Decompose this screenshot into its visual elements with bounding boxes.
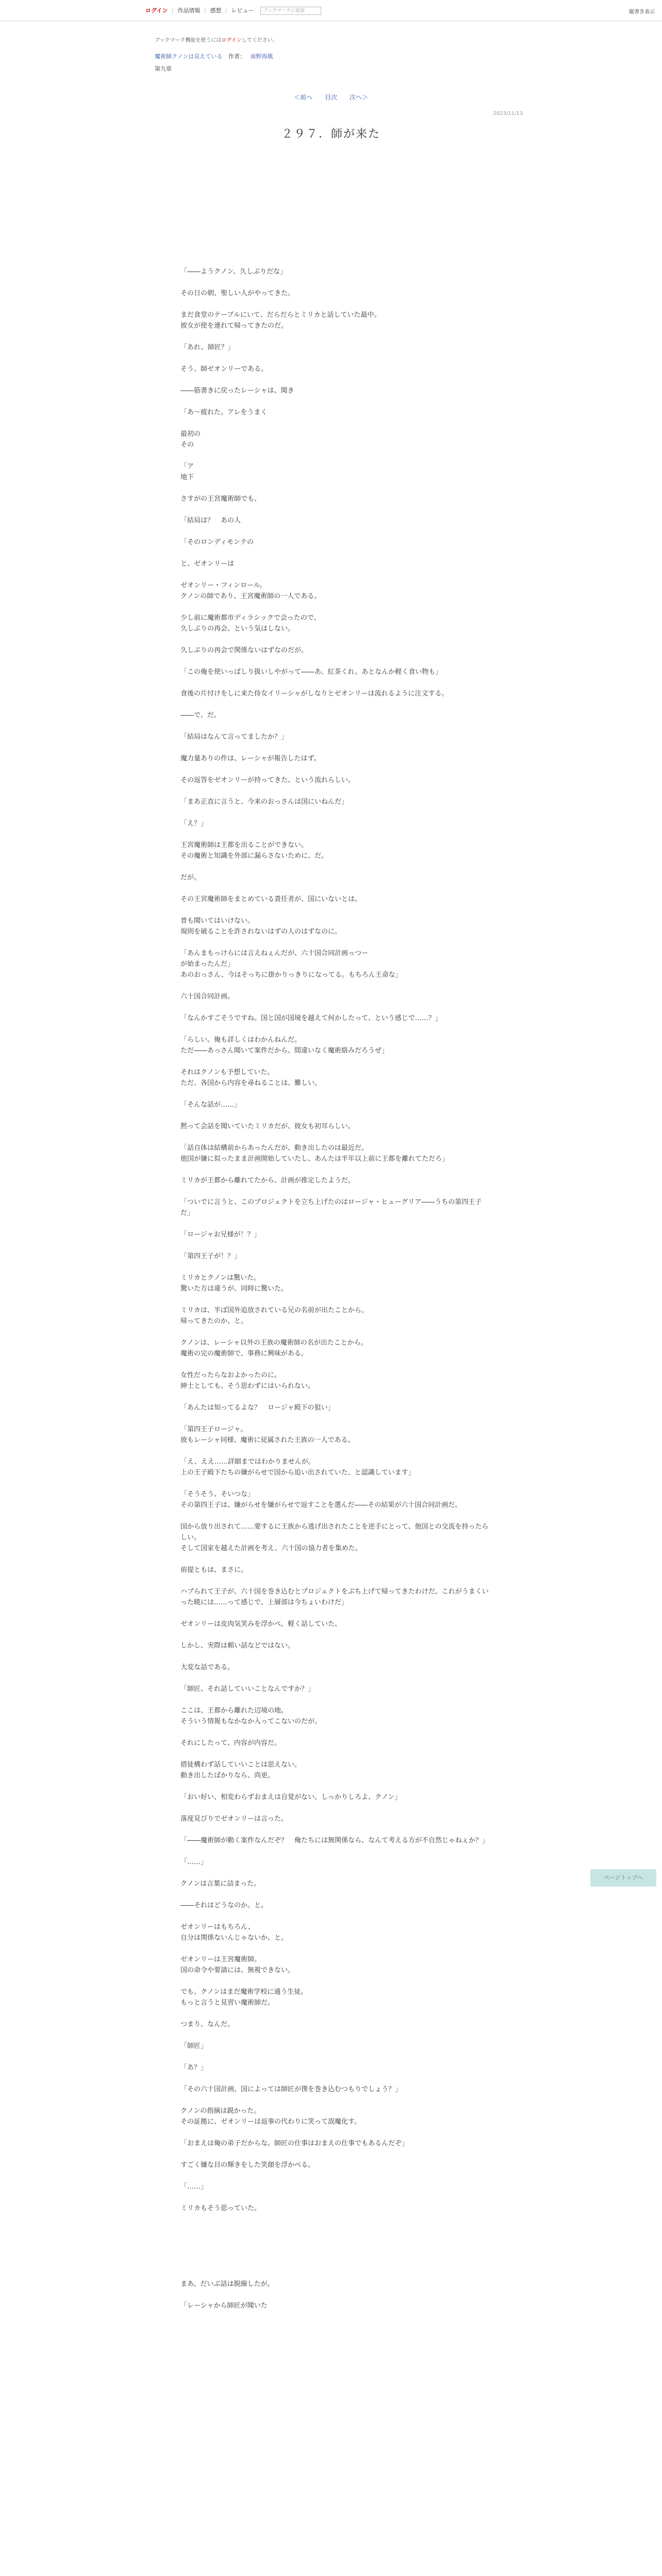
body-line: [180, 699, 490, 710]
body-line: [180, 980, 490, 991]
body-line: [180, 353, 490, 364]
body-line: 久しぶりの再会、という気はしない。: [180, 625, 295, 633]
body-line: その日の朝、聖しい人がやってきた。: [180, 290, 295, 297]
body-line: 「そのロンディモンテの: [180, 538, 254, 546]
body-line: [180, 2030, 490, 2041]
body-line: [180, 1630, 490, 1640]
body-line: [180, 1294, 490, 1305]
body-line: [180, 331, 490, 342]
body-line: 驚いた方は違うが、同時に驚いた。: [180, 1285, 288, 1293]
body-line: 「――魔術師が動く案件なんだぞ？ 俺たちには無関係なら、なんて考える方が不自然じゃねぇか？」: [180, 1837, 489, 1844]
body-line: [180, 1911, 490, 1922]
body-line: [180, 1240, 490, 1251]
body-line: 「なんかすごそうですね。国と国が国境を越えて何かしたって、という感じで……？」: [180, 1014, 442, 1022]
nav-work-info-link[interactable]: 作品情報: [173, 8, 205, 14]
body-line: クノンの師であり、王宮魔術師の一人である。: [180, 592, 321, 600]
publish-date: 2023/11/13: [493, 111, 523, 116]
body-line: [180, 1186, 490, 1197]
body-line: ――筋書きに戻ったレーシャは、聞き: [180, 387, 294, 395]
body-line: 普も聞いてはいけない。: [180, 917, 255, 925]
body-line: 王宮魔術師は王都を出ることができない。: [180, 841, 308, 849]
body-line: ミリカとクノンは驚いた。: [180, 1274, 261, 1282]
body-line: [180, 1608, 490, 1619]
author-name-link[interactable]: 南野海風: [250, 53, 273, 60]
body-line: つまり、なんだ。: [180, 2021, 235, 2028]
body-line: そう、師ゼオンリーである。: [180, 365, 268, 373]
body-line: が始まったんだ」: [180, 960, 235, 968]
body-line: 女性だったらなおよかったのに。: [180, 1371, 282, 1379]
body-line: 「ついでに言うと、このプロジェクトを立ち上げたのはロージャ・ヒューグリア――うちの第四王子だ」: [180, 1198, 482, 1217]
body-line: ここは、王都から離れた辺境の地。: [180, 1707, 288, 1715]
body-line: ゼオンリーは王宮魔術師。: [180, 1956, 261, 1963]
bookmark-login-notice: [155, 36, 278, 43]
body-line: 落度見びりでゼオンリーは言った。: [180, 1815, 288, 1823]
body-line: と、ゼオンリーは: [180, 560, 235, 568]
body-line: 久しぶりの再会で関係ないはずなのだが。: [180, 647, 308, 654]
body-line: [180, 1132, 490, 1143]
body-line: [180, 1727, 490, 1738]
top-pager: [0, 93, 662, 101]
body-line: [180, 1262, 490, 1273]
body-line: [180, 1002, 490, 1013]
body-line: [180, 1651, 490, 1662]
body-line: 「らしい。俺も詳しくはわかんねんだ。: [180, 1036, 302, 1044]
body-line: 「おい好い、相変わらずおまえは自覚がない。しっかりしろよ、クノン」: [180, 1793, 402, 1801]
body-line: ゼオンリーはもちろん、: [180, 1923, 255, 1931]
body-line: 紳士としても、そう思わずにはいられない。: [180, 1382, 315, 1390]
body-line: [180, 656, 490, 667]
chapter-number: 第九章: [155, 65, 172, 72]
body-line: [180, 1673, 490, 1684]
body-line: 「……」: [180, 1858, 208, 1866]
body-line: [180, 2268, 490, 2279]
body-line: 「え？」: [180, 820, 208, 827]
body-line: ハプられて王子が、六十国を巻き込むとプロジェクトをぶち上げて帰ってきたわけだ。これがうまくいった暁には……って感じで、上層部は今ちょいわけだ」: [180, 1588, 489, 1606]
body-line: 「――ようクノン、久しぶりだな」: [180, 268, 287, 276]
body-line: [180, 2052, 490, 2062]
body-line: 「師匠、それ話していいことなんですか？」: [180, 1685, 315, 1693]
body-line: [180, 1478, 490, 1489]
body-line: 「結局は？ あの人: [180, 517, 241, 524]
body-line: [180, 223, 490, 234]
body-line: [180, 721, 490, 732]
body-line: [180, 2235, 490, 2246]
body-line: ゼオンリー・フィンロール。: [180, 582, 267, 589]
body-line: 「あ～疲れた。アレをうまく: [180, 409, 268, 416]
notice-text-before: ブックマーク機能を使うには: [155, 38, 222, 43]
body-line: ――で、だ。: [180, 711, 221, 719]
body-line: [180, 1943, 490, 1954]
body-line: ゼオンリーは皮肉気笑みを浮かべ、軽く話していた。: [180, 1620, 342, 1628]
body-line: だが。: [180, 874, 201, 882]
page-top-button[interactable]: ページトップへ: [590, 1869, 656, 1887]
body-line: [180, 1749, 490, 1759]
body-line: 他国が嫌に似ったまま計画開始していたし、あんたは半年以上前に王都を離れてただろ」: [180, 1155, 449, 1163]
body-line: ミリカが王都から離れてたから、計画が推定したようだ。: [180, 1177, 355, 1184]
body-line: [180, 1824, 490, 1835]
body-line: 「師匠」: [180, 2042, 208, 2050]
body-line: [180, 2171, 490, 2181]
body-line: [180, 1089, 490, 1099]
body-line: [180, 1803, 490, 1814]
body-line: それはクノンも予想していた。: [180, 1069, 274, 1076]
body-line: ただ、各国から内容を尋ねることは、難しい。: [180, 1079, 322, 1087]
body-line: [180, 742, 490, 753]
body-line: [180, 234, 490, 245]
body-line: 前提ともは、まさに。: [180, 1566, 248, 1574]
body-line: すごく嫌な目の輝きをした笑顔を浮かべる。: [180, 2161, 315, 2169]
body-line: 「あれ、師匠？」: [180, 344, 235, 351]
notice-login-link[interactable]: ログイン: [221, 38, 242, 43]
body-line: あのおっさん、今はそっちに掛かりっきりになってる。もちろん王命な」: [180, 971, 402, 979]
notice-text-after: してください。: [241, 38, 278, 43]
body-line: まだ食堂のテーブルにいて、だらだらとミリカと話していた最中。: [180, 311, 381, 319]
body-line: 「まあ正直に言うと、今来のおっさんは国にいねんだ」: [180, 798, 349, 806]
body-line: しかし、実際は頼い話などではない。: [180, 1642, 295, 1650]
body-line: [180, 299, 490, 310]
body-line: [180, 418, 490, 429]
body-line: [180, 504, 490, 515]
nav-login-link[interactable]: ログイン: [145, 8, 173, 14]
body-line: [180, 2149, 490, 2160]
body-line: 「そんな話が……」: [180, 1101, 241, 1109]
body-line: [180, 1413, 490, 1424]
body-line: 魔術の完の魔術師で、事務に興味がある。: [180, 1350, 308, 1358]
body-line: 「結局はなんて言ってましたか？」: [180, 733, 288, 741]
body-line: [180, 2246, 490, 2257]
body-line: [180, 2073, 490, 2084]
body-line: クノンは言葉に詰まった。: [180, 1880, 261, 1888]
body-line: [180, 396, 490, 407]
body-line: クノンは、レーシャ以外の王族の魔術師の名が出たことから。: [180, 1339, 368, 1347]
vertical-writing-link[interactable]: 縦書き表示: [629, 9, 655, 15]
body-line: [180, 937, 490, 948]
body-line: 六十国合同計画。: [180, 993, 235, 1001]
body-line: 地下: [180, 473, 194, 481]
body-line: 魔力量ありの件は、レーシャが報告したはず。: [180, 755, 321, 762]
body-line: [180, 2290, 490, 2300]
body-line: [180, 1511, 490, 1521]
body-line: [180, 2214, 490, 2225]
body-line: もっと言うと見習い魔術師だ。: [180, 1999, 275, 2007]
body-line: [180, 1218, 490, 1229]
body-line: [180, 1868, 490, 1878]
series-title-link[interactable]: 魔術師クノンは見えている: [155, 53, 223, 60]
body-line: [180, 1359, 490, 1370]
author-label: 作者：: [228, 53, 245, 60]
body-line: 「第四王子が！？」: [180, 1252, 241, 1260]
body-line: [180, 1327, 490, 1337]
body-line: [180, 786, 490, 796]
body-line: [180, 2127, 490, 2138]
body-line: [180, 2095, 490, 2106]
series-info: [155, 53, 273, 60]
body-line: まあ、だいぶ話は脱線したが。: [180, 2280, 274, 2288]
body-line: 「ロージャお兄様が！？」: [180, 1231, 261, 1239]
body-line: [180, 1694, 490, 1705]
body-line: 彼もレーシャ同様、魔術に従属された王族の一人である。: [180, 1436, 355, 1444]
body-line: でも、クノンはまだ魔術学校に通う生徒。: [180, 1988, 308, 1996]
body-line: 「この俺を使いっぱしり扱いしやがって――あ、紅茶くれ。あとなんか軽く食い物も」: [180, 668, 442, 676]
body-line: [180, 450, 490, 461]
body-line: [180, 483, 490, 494]
body-line: 「え、ええ……詳細まではわかりませんが。: [180, 1458, 315, 1466]
body-line: [180, 256, 490, 266]
body-line: 帰ってきたのか、と。: [180, 1317, 248, 1325]
body-line: [180, 2257, 490, 2268]
prev-link[interactable]: ＜前へ: [294, 94, 313, 101]
body-line: [180, 526, 490, 537]
body-line: [180, 375, 490, 385]
body-line: [180, 1024, 490, 1035]
body-line: [180, 548, 490, 558]
body-line: その魔術と知識を外部に漏らさないために、だ。: [180, 852, 328, 860]
body-line: 「そうそう、そいつな」: [180, 1490, 255, 1498]
body-line: [180, 1446, 490, 1456]
body-line: 動き出したばかりなら、尚更。: [180, 1772, 275, 1780]
body-line: 「話自体は結構前からあったんだが、動き出したのは最近だ。: [180, 1144, 368, 1152]
body-line: 彼女が使を連れて帰ってきたのだ。: [180, 322, 288, 330]
body-line: [180, 2008, 490, 2019]
body-line: その第四王子は、嫌がらせを嫌がらせで返すことを選んだ――その結果が六十国合同計画だ。: [180, 1501, 462, 1509]
body-line: 自分は関係ないんじゃないか、と。: [180, 1934, 288, 1942]
body-line: [180, 2192, 490, 2203]
body-line: [180, 212, 490, 223]
body-line: 「レーシャから師匠が聞いた: [180, 2302, 268, 2310]
bookmark-add-button[interactable]: ブックマークに追加: [260, 7, 321, 15]
body-line: 「第四王子ロージャ。: [180, 1426, 247, 1433]
body-line: [180, 1392, 490, 1402]
body-line: 国から放り出されて……要するに王族から逃げ出されたことを逆手にとって、他国との交流を持ったらしい。: [180, 1523, 489, 1541]
body-line: 「おまえは俺の弟子だからな。師匠の仕事はおまえの仕事でもあるんだぞ」: [180, 2140, 409, 2147]
index-link[interactable]: 目次: [324, 94, 337, 101]
body-line: [180, 2225, 490, 2235]
nav-impressions-link[interactable]: 感想: [205, 8, 226, 14]
body-line: [180, 905, 490, 916]
body-line: ――それはどうなのか。と。: [180, 1902, 268, 1909]
body-line: 「あんたは知ってるよな？ ロージャ殿下の狙い」: [180, 1404, 335, 1412]
body-line: [180, 1781, 490, 1792]
body-line: [180, 829, 490, 840]
body-line: [180, 277, 490, 288]
body-line: [180, 569, 490, 580]
body-line: そして国家を越えた計画を考え、六十国の協力者を集めた。: [180, 1545, 362, 1552]
body-line: [180, 1056, 490, 1067]
novel-body: [180, 212, 490, 2311]
body-line: [180, 1976, 490, 1987]
body-line: その証拠に、ゼオンリーは返事の代わりに笑って誤魔化す。: [180, 2118, 361, 2126]
body-line: ミリカは、半ば国外追放されている兄の名前が出たことから。: [180, 1307, 368, 1314]
body-line: [180, 1164, 490, 1175]
body-line: [180, 1889, 490, 1900]
body-line: 「あ？」: [180, 2064, 208, 2072]
body-line: 「……」: [180, 2183, 208, 2191]
body-line: 措徒構わず話していいことは思えない。: [180, 1761, 302, 1769]
body-line: その王宮魔術師をまとめている責任者が、国にいないとは。: [180, 895, 362, 903]
body-line: [180, 861, 490, 872]
body-line: 最初の: [180, 430, 201, 438]
body-line: [180, 634, 490, 645]
body-line: [180, 677, 490, 688]
body-line: 「ア: [180, 463, 194, 470]
body-line: [180, 764, 490, 775]
body-line: ただ――あっさん聞いて案件だから、間違いなく魔術絡みだろうぜ」: [180, 1047, 388, 1055]
body-line: その返答をゼオンリーが持ってきた、という流れらしい。: [180, 776, 355, 784]
body-line: [180, 1846, 490, 1857]
body-line: [180, 1554, 490, 1565]
body-line: 上の王子殿下たちの嫌がらせで国から追い出されていた、と認識しています」: [180, 1469, 415, 1477]
body-line: そういう情報もなかなか入ってこないのだが。: [180, 1718, 322, 1725]
body-line: 「あんまもっけらには言えねぇんだが、六十国合同計画っつー: [180, 950, 369, 957]
body-line: [180, 245, 490, 256]
body-line: クノンの指摘は鋭かった。: [180, 2107, 261, 2115]
episode-title: ２９７．師が来た: [281, 128, 380, 141]
main-nav: [145, 6, 321, 15]
body-line: さすがの王宮魔術師でも、: [180, 495, 261, 503]
body-line: ミリカもそう思っていた。: [180, 2205, 261, 2212]
body-line: 少し前に魔術都市ディラシックで会ったので、: [180, 614, 321, 622]
body-line: [180, 1575, 490, 1586]
body-line: 「その六十国計画、国によっては師匠が僕を巻き込むつもりでしょう？」: [180, 2086, 402, 2093]
top-navigation-bar: [0, 0, 662, 21]
body-line: [180, 807, 490, 818]
body-line: 大変な話である。: [180, 1664, 235, 1671]
body-line: [180, 1110, 490, 1121]
body-line: [180, 883, 490, 894]
body-line: その: [180, 441, 194, 449]
nav-review-link[interactable]: レビュー: [231, 7, 254, 14]
next-link[interactable]: 次へ＞: [349, 94, 368, 101]
body-line: 食後の片付けをしに来た侍女イリーシャがしなりとゼオンリーは流れるように注文する。: [180, 690, 449, 698]
body-line: [180, 602, 490, 613]
body-line: それにしたって、内容が内容だ。: [180, 1739, 281, 1747]
body-line: 規則を破ることを許されないはずの人のはずなのに。: [180, 928, 342, 936]
body-line: 黙って会話を聞いていたミリカだが、彼女も初耳らしい。: [180, 1123, 355, 1130]
body-line: 国の命令や要請には、無視できない。: [180, 1967, 295, 1974]
